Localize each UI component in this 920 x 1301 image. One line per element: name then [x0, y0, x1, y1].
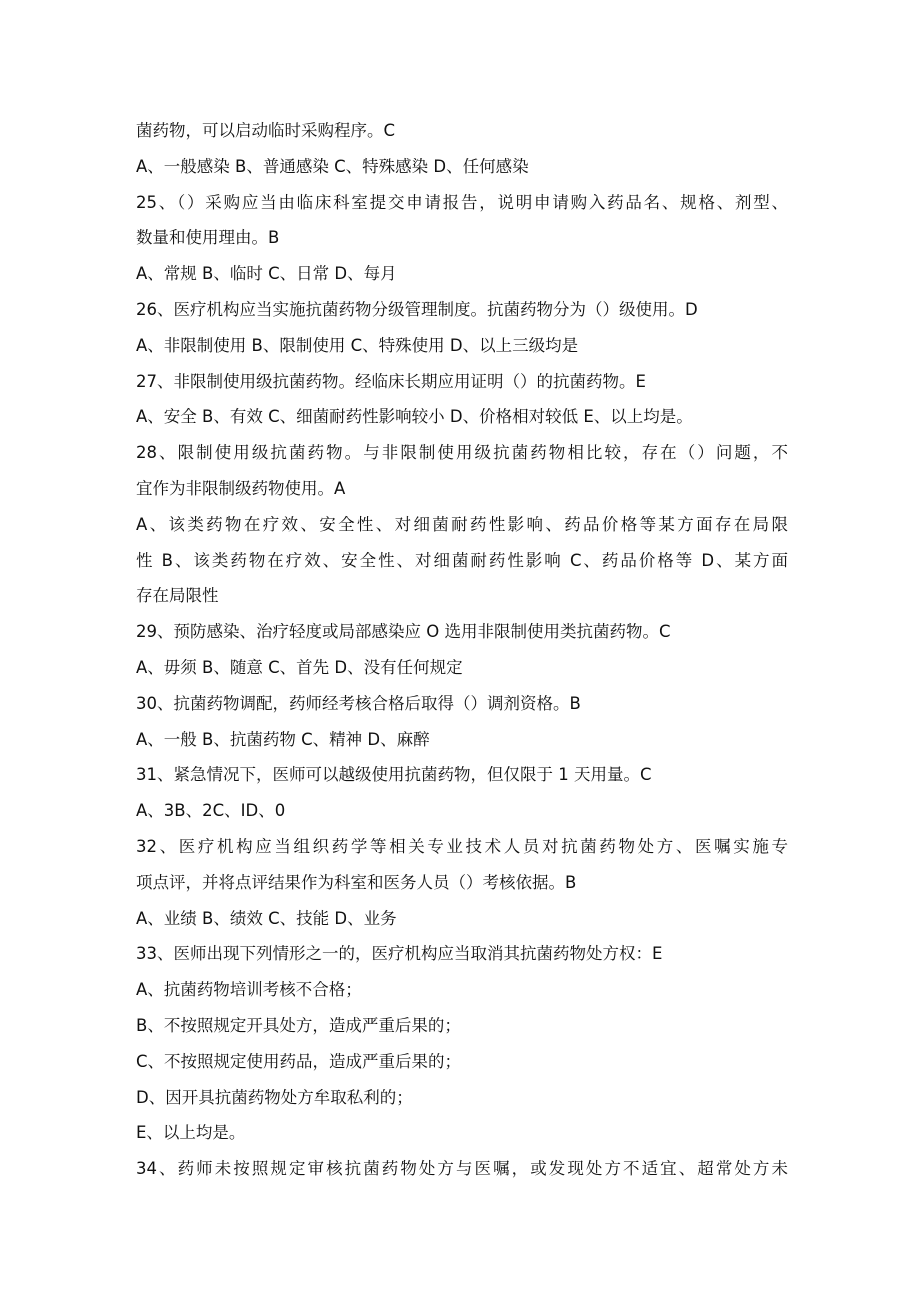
text-line: 30、抗菌药物调配，药师经考核合格后取得（）调剂资格。B: [136, 693, 581, 713]
text-line: E、以上均是。: [136, 1123, 246, 1143]
text-line: 菌药物，可以启动临时采购程序。C: [136, 121, 396, 140]
text-line: 项点评，并将点评结果作为科室和医务人员（）考核依据。B: [136, 872, 577, 892]
text-line: A、毋须 B、随意 C、首先 D、没有任何规定: [136, 657, 463, 677]
text-line: A、3B、2C、ID、0: [136, 801, 286, 821]
text-line: D、因开具抗菌药物处方牟取私利的；: [136, 1087, 413, 1107]
text-line: A、抗菌药物培训考核不合格；: [136, 980, 362, 1000]
text-line: 32、医疗机构应当组织药学等相关专业技术人员对抗菌药物处方、医嘱实施专: [136, 836, 788, 856]
text-line: 34、药师未按照规定审核抗菌药物处方与医嘱，或发现处方不适宜、超常处方未: [136, 1159, 788, 1179]
text-line: 存在局限性: [136, 586, 219, 606]
text-line: A、该类药物在疗效、安全性、对细菌耐药性影响、药品价格等某方面存在局限: [136, 514, 788, 534]
text-line: 31、紧急情况下，医师可以越级使用抗菌药物，但仅限于 1 天用量。C: [136, 765, 652, 785]
text-line: 26、医疗机构应当实施抗菌药物分级管理制度。抗菌药物分为（）级使用。D: [136, 299, 698, 319]
text-line: 33、医师出现下列情形之一的，医疗机构应当取消其抗菌药物处方权：E: [136, 944, 663, 964]
text-line: 29、预防感染、治疗轻度或局部感染应 O 选用非限制使用类抗菌药物。C: [136, 622, 671, 642]
text-line: 性 B、该类药物在疗效、安全性、对细菌耐药性影响 C、药品价格等 D、某方面: [136, 550, 788, 570]
text-line: C、不按照规定使用药品，造成严重后果的；: [136, 1051, 462, 1071]
text-line: A、安全 B、有效 C、细菌耐药性影响较小 D、价格相对较低 E、以上均是。: [136, 407, 693, 427]
text-line: B、不按照规定开具处方，造成严重后果的；: [136, 1015, 461, 1035]
text-line: A、一般感染 B、普通感染 C、特殊感染 D、任何感染: [136, 156, 529, 176]
text-line: 25、（）采购应当由临床科室提交申请报告，说明申请购入药品名、规格、剂型、: [136, 192, 788, 212]
document-body: [136, 113, 788, 1187]
text-line: 数量和使用理由。B: [136, 228, 280, 248]
text-line: 28、限制使用级抗菌药物。与非限制使用级抗菌药物相比较，存在（）问题，不: [136, 443, 788, 463]
text-line: 27、非限制使用级抗菌药物。经临床长期应用证明（）的抗菌药物。E: [136, 371, 646, 391]
text-line: A、业绩 B、绩效 C、技能 D、业务: [136, 908, 397, 928]
text-line: A、常规 B、临时 C、日常 D、每月: [136, 264, 397, 284]
text-line: 宜作为非限制级药物使用。A: [136, 478, 346, 498]
text-line: A、非限制使用 B、限制使用 C、特殊使用 D、以上三级均是: [136, 335, 579, 355]
text-line: A、一般 B、抗菌药物 C、精神 D、麻醉: [136, 729, 430, 749]
